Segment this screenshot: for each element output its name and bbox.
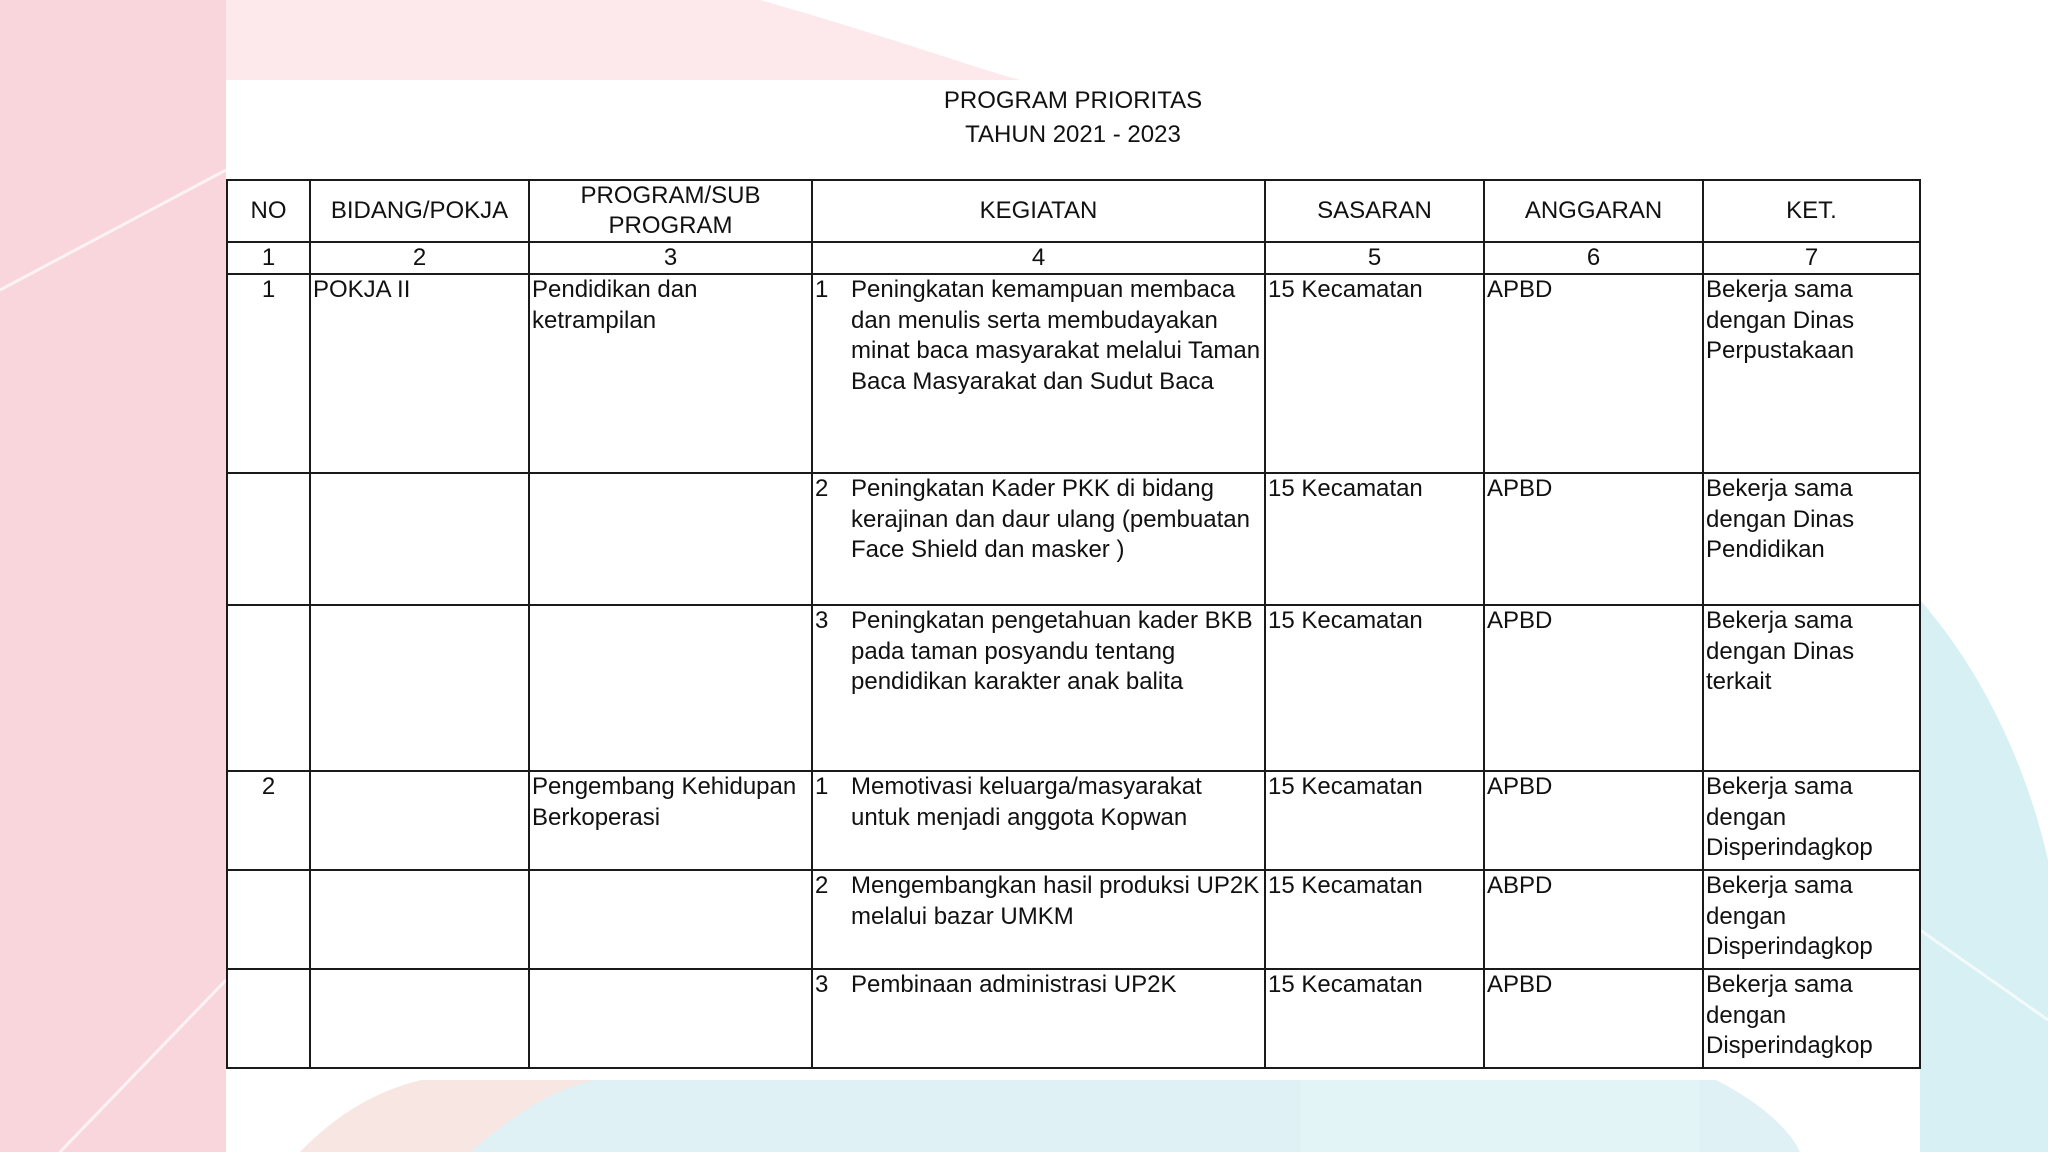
cell-ket: Bekerja sama dengan Dinas terkait: [1703, 605, 1920, 771]
cell-ket: Bekerja sama dengan Disperindagkop: [1703, 771, 1920, 870]
cell-program: Pengembang Kehidupan Berkoperasi: [529, 771, 812, 870]
column-number: 3: [529, 242, 812, 274]
cell-program: Pendidikan dan ketrampilan: [529, 274, 812, 473]
cell-no: [227, 605, 310, 771]
cell-no: [227, 473, 310, 605]
column-number: 7: [1703, 242, 1920, 274]
cell-anggaran: APBD: [1484, 771, 1703, 870]
table-row: [227, 870, 1920, 969]
column-number: 1: [227, 242, 310, 274]
cell-anggaran: APBD: [1484, 473, 1703, 605]
cell-kegiatan: [812, 969, 1265, 1068]
document-title: [226, 84, 1920, 152]
kegiatan-number: 3: [815, 607, 829, 634]
kegiatan-number: 2: [815, 872, 829, 899]
header-kegiatan: KEGIATAN: [812, 180, 1265, 242]
cell-sasaran: 15 Kecamatan: [1265, 473, 1484, 605]
kegiatan-text: Pembinaan administrasi UP2K: [851, 971, 1177, 998]
cell-kegiatan: [812, 274, 1265, 473]
cell-ket: Bekerja sama dengan Dinas Pendidikan: [1703, 473, 1920, 605]
cell-kegiatan: [812, 473, 1265, 605]
cell-kegiatan: [812, 771, 1265, 870]
header-anggaran: ANGGARAN: [1484, 180, 1703, 242]
kegiatan-number: 3: [815, 971, 829, 998]
kegiatan-text: Peningkatan pengetahuan kader BKB pada taman posyandu tentang pendidikan karakter anak balita: [851, 607, 1253, 695]
cell-no: 2: [227, 771, 310, 870]
cell-kegiatan: [812, 605, 1265, 771]
header-no: NO: [227, 180, 310, 242]
cell-anggaran: APBD: [1484, 274, 1703, 473]
cell-program: [529, 969, 812, 1068]
cell-bidang: [310, 605, 529, 771]
table-row: [227, 274, 1920, 473]
cell-anggaran: APBD: [1484, 969, 1703, 1068]
cell-bidang: [310, 870, 529, 969]
header-bidang: BIDANG/POKJA: [310, 180, 529, 242]
cell-sasaran: 15 Kecamatan: [1265, 605, 1484, 771]
cell-no: 1: [227, 274, 310, 473]
cell-kegiatan: [812, 870, 1265, 969]
kegiatan-text: Peningkatan Kader PKK di bidang kerajinan dan daur ulang (pembuatan Face Shield dan masker ): [851, 475, 1250, 563]
cell-bidang: [310, 473, 529, 605]
cell-anggaran: APBD: [1484, 605, 1703, 771]
kegiatan-number: 1: [815, 276, 829, 303]
kegiatan-number: 1: [815, 773, 829, 800]
column-number: 5: [1265, 242, 1484, 274]
cell-sasaran: 15 Kecamatan: [1265, 274, 1484, 473]
header-ket: KET.: [1703, 180, 1920, 242]
cell-sasaran: 15 Kecamatan: [1265, 771, 1484, 870]
title-line-2: TAHUN 2021 - 2023: [965, 121, 1181, 148]
cell-no: [227, 969, 310, 1068]
column-number: 6: [1484, 242, 1703, 274]
header-sasaran: SASARAN: [1265, 180, 1484, 242]
table-row: [227, 771, 1920, 870]
cell-program: [529, 870, 812, 969]
cell-ket: Bekerja sama dengan Dinas Perpustakaan: [1703, 274, 1920, 473]
table-row: [227, 473, 1920, 605]
table-row: [227, 969, 1920, 1068]
cell-sasaran: 15 Kecamatan: [1265, 870, 1484, 969]
cell-bidang: POKJA II: [310, 274, 529, 473]
column-number-row: [227, 242, 1920, 274]
cell-ket: Bekerja sama dengan Disperindagkop: [1703, 870, 1920, 969]
column-number: 2: [310, 242, 529, 274]
table-header-row: [227, 180, 1920, 242]
cell-no: [227, 870, 310, 969]
kegiatan-number: 2: [815, 475, 829, 502]
cell-ket: Bekerja sama dengan Disperindagkop: [1703, 969, 1920, 1068]
cell-program: [529, 605, 812, 771]
cell-bidang: [310, 969, 529, 1068]
cell-program: [529, 473, 812, 605]
cell-sasaran: 15 Kecamatan: [1265, 969, 1484, 1068]
cell-bidang: [310, 771, 529, 870]
kegiatan-text: Mengembangkan hasil produksi UP2K melalui bazar UMKM: [851, 872, 1260, 930]
cell-anggaran: ABPD: [1484, 870, 1703, 969]
program-table: [226, 179, 1921, 1069]
kegiatan-text: Memotivasi keluarga/masyarakat untuk menjadi anggota Kopwan: [851, 773, 1202, 831]
column-number: 4: [812, 242, 1265, 274]
table-row: [227, 605, 1920, 771]
header-program: PROGRAM/SUB PROGRAM: [529, 180, 812, 242]
kegiatan-text: Peningkatan kemampuan membaca dan menulis serta membudayakan minat baca masyarakat melalui Taman Baca Masyarakat dan Sudut Baca: [851, 276, 1261, 395]
title-line-1: PROGRAM PRIORITAS: [943, 87, 1203, 114]
